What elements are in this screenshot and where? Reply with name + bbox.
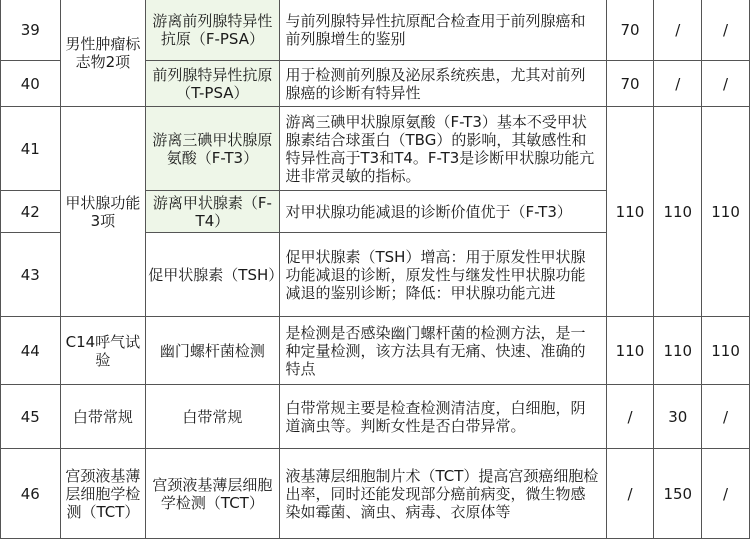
item-description: 促甲状腺素（TSH）增高：用于原发性甲状腺功能减退的诊断，原发性与继发性甲状腺功能减退的鉴别诊断；降低：甲状腺功能亢进 [279,233,606,317]
price-2: 150 [654,449,702,539]
item-name: 游离甲状腺素（F-T4） [146,191,279,233]
table-row [1,385,750,449]
price-2: / [654,0,702,61]
item-name: 促甲状腺素（TSH） [146,233,279,317]
item-description: 用于检测前列腺及泌尿系统疾患，尤其对前列腺癌的诊断有特异性 [279,61,606,107]
row-number: 44 [1,317,61,385]
category-cell: 男性肿瘤标志物2项 [60,0,146,107]
item-description: 游离三碘甲状腺原氨酸（F-T3）基本不受甲状腺素结合球蛋白（TBG）的影响，其敏感性和特异性高于T3和T4。F-T3是诊断甲状腺功能亢进非常灵敏的指标。 [279,107,606,191]
price-1: 110 [606,317,654,385]
table-row [1,107,750,191]
table-row [1,0,750,61]
price-3: / [702,61,750,107]
item-description: 与前列腺特异性抗原配合检查用于前列腺癌和前列腺增生的鉴别 [279,0,606,61]
row-number: 41 [1,107,61,191]
price-3: / [702,385,750,449]
item-description: 是检测是否感染幽门螺杆菌的检测方法，是一种定量检测，该方法具有无痛、快速、准确的特点 [279,317,606,385]
price-2: 110 [654,317,702,385]
row-number: 42 [1,191,61,233]
row-number: 39 [1,0,61,61]
price-1: 70 [606,61,654,107]
category-cell: C14呼气试验 [60,317,146,385]
price-1: 110 [606,107,654,317]
price-3: 110 [702,107,750,317]
price-3: 110 [702,317,750,385]
item-name: 宫颈液基薄层细胞学检测（TCT） [146,449,279,539]
price-1: / [606,449,654,539]
item-description: 液基薄层细胞制片术（TCT）提高宫颈癌细胞检出率，同时还能发现部分癌前病变，微生物感染如霉菌、滴虫、病毒、衣原体等 [279,449,606,539]
item-name: 游离前列腺特异性抗原（F-PSA） [146,0,279,61]
category-cell: 宫颈液基薄层细胞学检测（TCT） [60,449,146,539]
item-name: 游离三碘甲状腺原氨酸（F-T3） [146,107,279,191]
price-1: 70 [606,0,654,61]
row-number: 45 [1,385,61,449]
price-3: / [702,449,750,539]
category-cell: 白带常规 [60,385,146,449]
row-number: 40 [1,61,61,107]
item-name: 幽门螺杆菌检测 [146,317,279,385]
item-description: 白带常规主要是检查检测清洁度，白细胞，阴道滴虫等。判断女性是否白带异常。 [279,385,606,449]
price-2: 30 [654,385,702,449]
table-row [1,449,750,539]
table-row [1,317,750,385]
price-2: / [654,61,702,107]
item-description: 对甲状腺功能减退的诊断价值优于（F-T3） [279,191,606,233]
category-cell: 甲状腺功能3项 [60,107,146,317]
price-2: 110 [654,107,702,317]
price-3: / [702,0,750,61]
row-number: 46 [1,449,61,539]
item-name: 前列腺特异性抗原（T-PSA） [146,61,279,107]
row-number: 43 [1,233,61,317]
item-name: 白带常规 [146,385,279,449]
price-1: / [606,385,654,449]
